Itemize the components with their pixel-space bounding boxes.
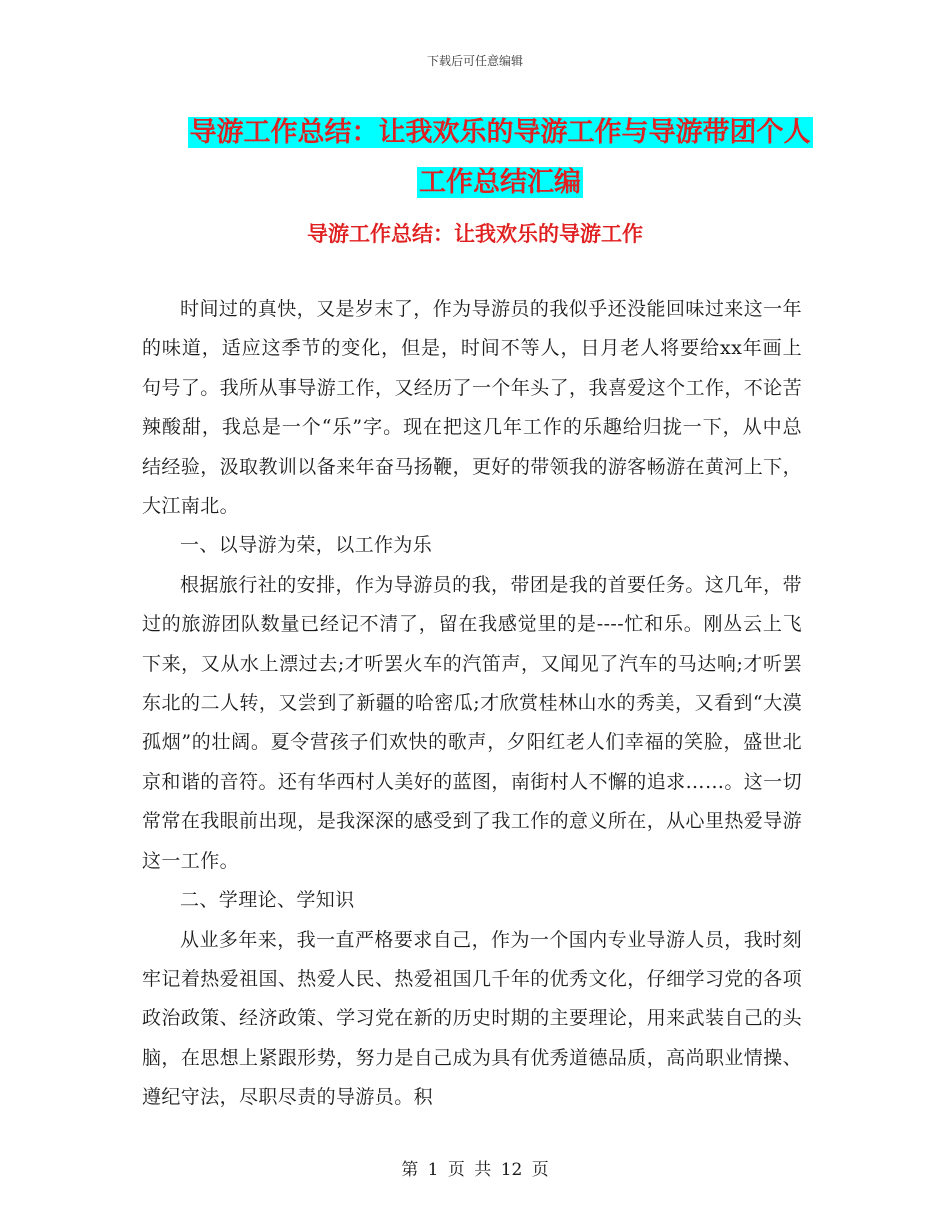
paragraph-section-2: 从业多年来，我一直严格要求自己，作为一个国内专业导游人员，我时刻牢记着热爱祖国、热爱人民、热爱祖国几千年的优秀文化，仔细学习党的各项政治政策、经济政策、学习党在新的历史时期的主要理论，用来武装自己的头脑，在思想上紧跟形势，努力是自己成为具有优秀道德品质，高尚职业情操、遵纪守法，尽职尽责的导游员。积 bbox=[142, 928, 802, 1109]
document-body bbox=[142, 290, 802, 1118]
heading-section-2: 二、学理论、学知识 bbox=[180, 889, 355, 912]
page-number: 第 1 页 共 12 页 bbox=[401, 1160, 549, 1180]
header-note: 下载后可任意编辑 bbox=[426, 54, 523, 68]
document-title-line-1: 导游工作总结：让我欢乐的导游工作与导游带团个人 bbox=[189, 117, 811, 148]
document-title bbox=[140, 108, 860, 208]
paragraph-intro: 时间过的真快，又是岁末了，作为导游员的我似乎还没能回味过来这一年的味道，适应这季节的变化，但是，时间不等人，日月老人将要给xx年画上句号了。我所从事导游工作，又经历了一个年头了，我喜爱这个工作，不论苦辣酸甜，我总是一个“乐”字。现在把这几年工作的乐趣给归拢一下，从中总结经验，汲取教训以备来年奋马扬鞭，更好的带领我的游客畅游在黄河上下，大江南北。 bbox=[142, 298, 802, 518]
paragraph-section-1: 根据旅行社的安排，作为导游员的我，带团是我的首要任务。这几年，带过的旅游团队数量已经记不清了，留在我感觉里的是----忙和乐。刚丛云上飞下来，又从水上漂过去;才听罢火车的汽笛声，又闻见了汽车的马达响;才听罢东北的二人转，又尝到了新疆的哈密瓜;才欣赏桂林山水的秀美，又看到“大漠孤烟”的壮阔。夏令营孩子们欢快的歌声，夕阳红老人们幸福的笑脸，盛世北京和谐的音符。还有华西村人美好的蓝图，南街村人不懈的追求……。这一切常常在我眼前出现，是我深深的感受到了我工作的意义所在，从心里热爱导游这一工作。 bbox=[142, 573, 802, 872]
heading-section-1: 一、以导游为荣，以工作为乐 bbox=[180, 534, 433, 557]
document-title-line-2: 工作总结汇编 bbox=[419, 167, 581, 198]
section-title: 导游工作总结：让我欢乐的导游工作 bbox=[307, 222, 643, 246]
